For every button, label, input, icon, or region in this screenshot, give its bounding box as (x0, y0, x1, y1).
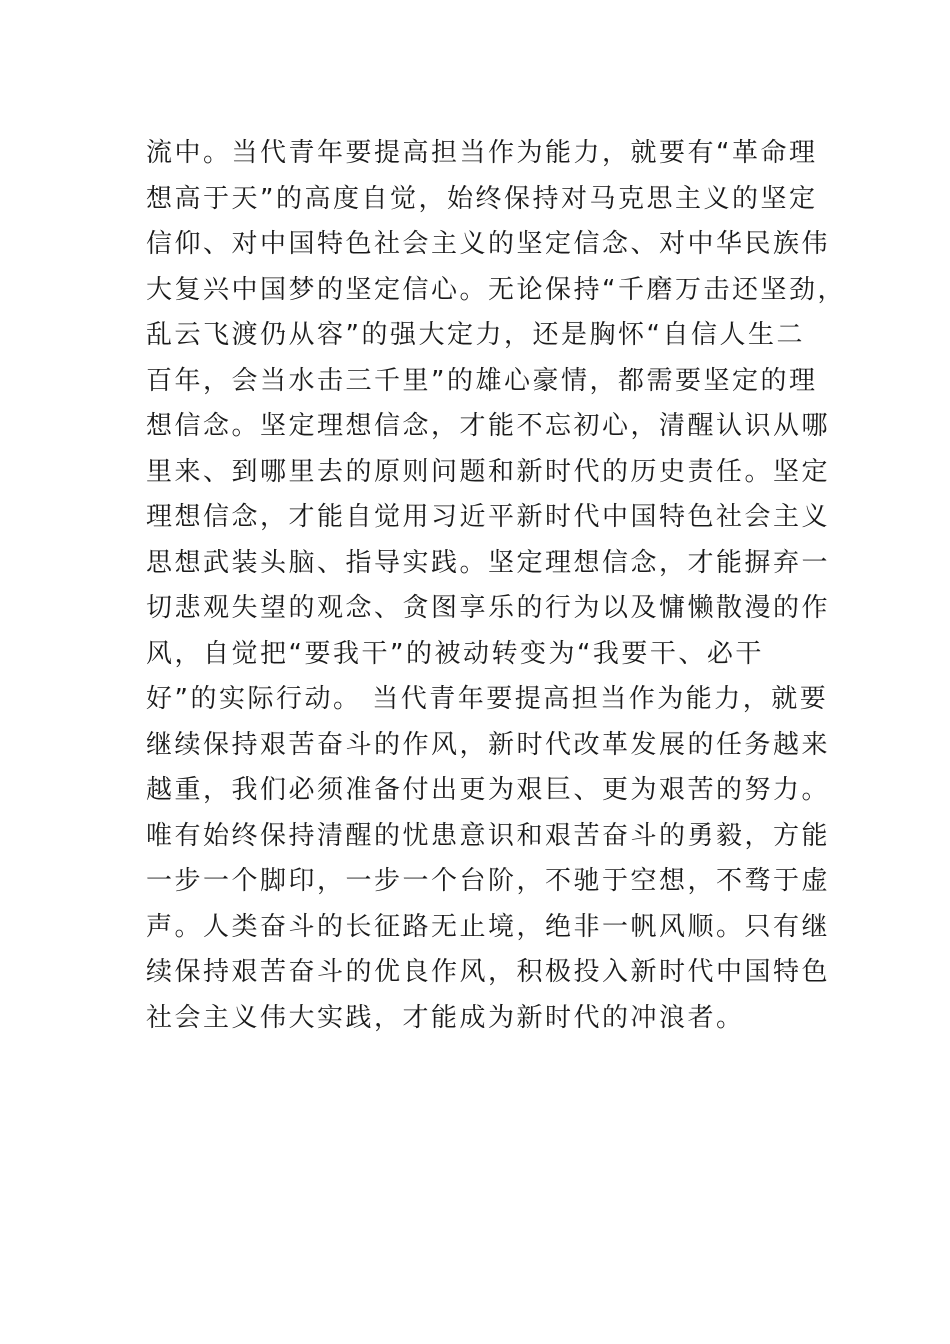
text-line: 大复兴中国梦的坚定信心。无论保持“千磨万击还坚劲， (146, 274, 846, 305)
text-line: 流中。当代青年要提高担当作为能力，就要有“革命理 (146, 138, 818, 168)
text-line: 好”的实际行动。 当代青年要提高担当作为能力，就要 (146, 684, 829, 714)
text-line: 一步一个脚印，一步一个台阶，不驰于空想，不骛于虚 (146, 866, 831, 896)
text-line: 越重，我们必须准备付出更为艰巨、更为艰苦的努力。 (146, 775, 831, 805)
text-line: 百年，会当水击三千里”的雄心豪情，都需要坚定的理 (146, 365, 818, 396)
text-line: 唯有始终保持清醒的忧患意识和艰苦奋斗的勇毅，方能 (146, 820, 831, 851)
text-line: 社会主义伟大实践，才能成为新时代的冲浪者。 (146, 1002, 745, 1033)
text-line: 声。人类奋斗的长征路无止境，绝非一帆风顺。只有继 (146, 911, 831, 942)
text-line: 乱云飞渡仍从容”的强大定力，还是胸怀“自信人生二 (146, 320, 805, 350)
text-line: 继续保持艰苦奋斗的作风，新时代改革发展的任务越来 (146, 729, 831, 760)
text-line: 信仰、对中国特色社会主义的坚定信念、对中华民族伟 (146, 229, 831, 259)
text-line: 想高于天”的高度自觉，始终保持对马克思主义的坚定 (146, 183, 818, 214)
text-line: 想信念。坚定理想信念，才能不忘初心，清醒认识从哪 (146, 411, 831, 441)
text-line: 续保持艰苦奋斗的优良作风，积极投入新时代中国特色 (146, 957, 831, 987)
text-line: 里来、到哪里去的原则问题和新时代的历史责任。坚定 (146, 456, 831, 487)
body-text (146, 131, 846, 1041)
text-line: 理想信念，才能自觉用习近平新时代中国特色社会主义 (146, 502, 831, 532)
text-line: 思想武装头脑、指导实践。坚定理想信念，才能摒弃一 (146, 547, 831, 578)
text-line: 风，自觉把“要我干”的被动转变为“我要干、必干 (146, 638, 764, 669)
text-line: 切悲观失望的观念、贪图享乐的行为以及慵懒散漫的作 (146, 593, 831, 623)
